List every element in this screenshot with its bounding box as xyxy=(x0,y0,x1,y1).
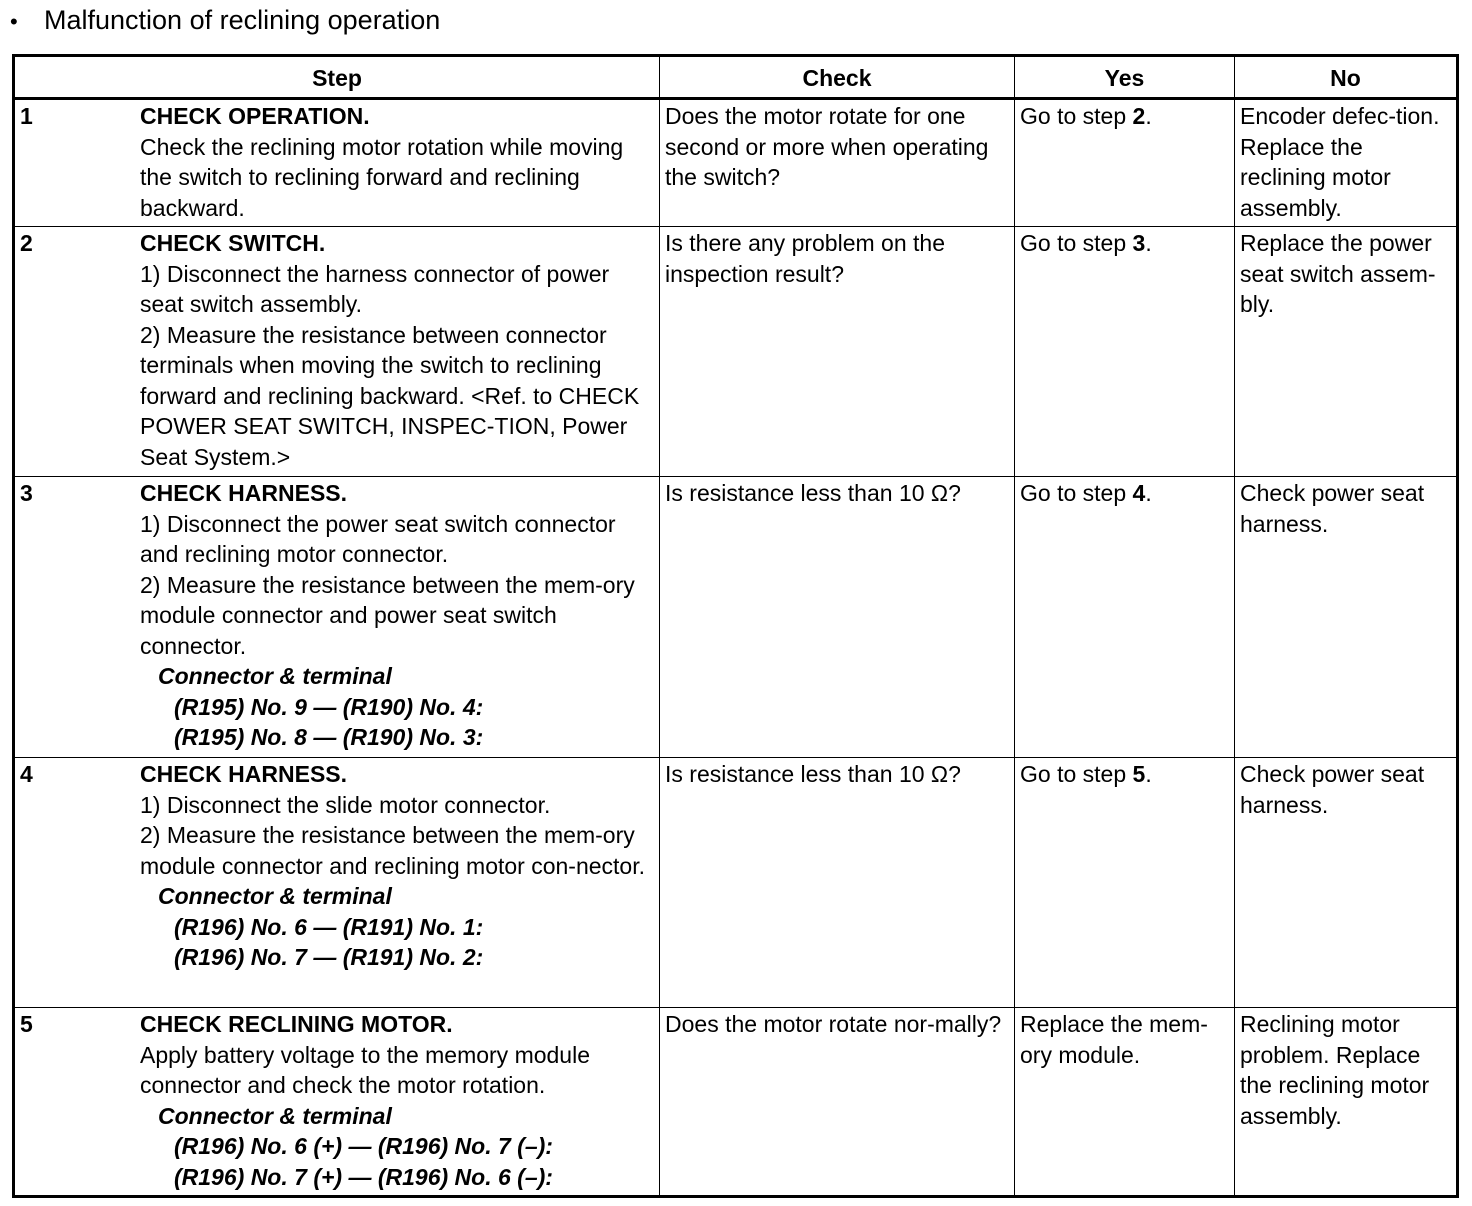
table-row xyxy=(14,477,1458,758)
check-cell: Does the motor rotate nor-mally? xyxy=(660,1008,1015,1197)
no-cell: Replace the power seat switch assem-bly. xyxy=(1235,227,1458,477)
step-cell xyxy=(14,1008,660,1197)
step-number: 4 xyxy=(20,761,33,787)
yes-cell xyxy=(1015,99,1235,227)
connector-terminal-line: (R196) No. 6 — (R191) No. 1: xyxy=(174,913,484,940)
connector-terminal-label: Connector & terminal xyxy=(158,663,392,689)
yes-cell xyxy=(1015,758,1235,1008)
step-instruction: Check the reclining motor rotation while moving the switch to reclining forward and reclining backward. xyxy=(140,133,624,221)
step-instruction: 2) Measure the resistance between the mem-ory module connector and power seat switch connector. xyxy=(140,571,635,659)
connector-terminal-label: Connector & terminal xyxy=(158,1102,392,1129)
yes-suffix: . xyxy=(1145,480,1152,506)
table-row xyxy=(14,99,1458,227)
step-title: CHECK HARNESS. xyxy=(140,480,348,506)
yes-cell xyxy=(1015,1008,1235,1197)
header-step: Step xyxy=(14,56,660,99)
yes-cell xyxy=(1015,477,1235,758)
yes-step-number: 5 xyxy=(1132,761,1146,787)
yes-step-number: 2 xyxy=(1132,103,1146,129)
check-cell: Is resistance less than 10 Ω? xyxy=(660,758,1015,1008)
table-row xyxy=(14,227,1458,477)
yes-suffix: . xyxy=(1145,230,1152,256)
bullet-icon: • xyxy=(10,9,18,34)
step-cell xyxy=(14,227,660,477)
yes-prefix: Go to step xyxy=(1020,761,1133,787)
check-cell: Does the motor rotate for one second or more when operating the switch? xyxy=(660,99,1015,227)
yes-prefix: Go to step xyxy=(1020,480,1133,506)
step-instruction: 1) Disconnect the harness connector of power seat switch assembly. xyxy=(140,260,610,317)
header-no: No xyxy=(1235,56,1458,99)
no-cell: Check power seat harness. xyxy=(1235,477,1458,758)
no-cell: Encoder defec-tion. Replace the reclining motor assembly. xyxy=(1235,99,1458,227)
yes-cell xyxy=(1015,227,1235,477)
step-instruction: Apply battery voltage to the memory module connector and check the motor rotation. xyxy=(140,1041,591,1098)
connector-terminal-line: (R196) No. 7 (+) — (R196) No. 6 (–): xyxy=(174,1163,553,1190)
table-row xyxy=(14,758,1458,1008)
yes-step-number: 4 xyxy=(1132,480,1146,506)
connector-terminal-label: Connector & terminal xyxy=(158,883,392,909)
step-number: 3 xyxy=(20,480,33,506)
page-heading xyxy=(10,2,440,40)
diagnosis-table xyxy=(12,54,1459,1198)
step-instruction: 1) Disconnect the slide motor connector. xyxy=(140,791,551,818)
yes-suffix: . xyxy=(1145,761,1152,787)
step-title: CHECK RECLINING MOTOR. xyxy=(140,1011,453,1037)
step-number: 2 xyxy=(20,230,33,256)
step-title: CHECK HARNESS. xyxy=(140,761,348,787)
connector-terminal-line: (R195) No. 8 — (R190) No. 3: xyxy=(174,724,484,750)
header-yes: Yes xyxy=(1015,56,1235,99)
no-cell: Reclining motor problem. Replace the reclining motor assembly. xyxy=(1235,1008,1458,1197)
check-cell: Is there any problem on the inspection result? xyxy=(660,227,1015,477)
yes-suffix: . xyxy=(1145,103,1152,129)
connector-terminal-line: (R196) No. 6 (+) — (R196) No. 7 (–): xyxy=(174,1133,553,1159)
table-header-row xyxy=(14,56,1458,99)
step-title: CHECK OPERATION. xyxy=(140,103,370,129)
connector-terminal-line: (R196) No. 7 — (R191) No. 2: xyxy=(174,944,484,970)
header-check: Check xyxy=(660,56,1015,99)
step-number: 5 xyxy=(20,1011,33,1037)
check-cell: Is resistance less than 10 Ω? xyxy=(660,477,1015,758)
yes-prefix: Replace the mem-ory module. xyxy=(1020,1011,1208,1068)
heading-title: Malfunction of reclining operation xyxy=(44,5,441,35)
table-row xyxy=(14,1008,1458,1197)
connector-terminal-line: (R195) No. 9 — (R190) No. 4: xyxy=(174,693,484,720)
step-cell xyxy=(14,758,660,1008)
yes-prefix: Go to step xyxy=(1020,230,1133,256)
step-instruction: 1) Disconnect the power seat switch connector and reclining motor connector. xyxy=(140,510,616,567)
step-instruction: 2) Measure the resistance between the mem-ory module connector and reclining motor con-nector. xyxy=(140,822,646,879)
step-title: CHECK SWITCH. xyxy=(140,230,326,256)
step-number: 1 xyxy=(20,103,33,129)
no-cell: Check power seat harness. xyxy=(1235,758,1458,1008)
yes-step-number: 3 xyxy=(1132,230,1146,256)
step-cell xyxy=(14,99,660,227)
yes-prefix: Go to step xyxy=(1020,103,1133,129)
step-instruction: 2) Measure the resistance between connector terminals when moving the switch to reclining forward and reclining backward. <Ref. to CHECK POWER SEAT SWITCH, INSPEC-TION, Power Seat System.> xyxy=(140,321,640,470)
step-cell xyxy=(14,477,660,758)
